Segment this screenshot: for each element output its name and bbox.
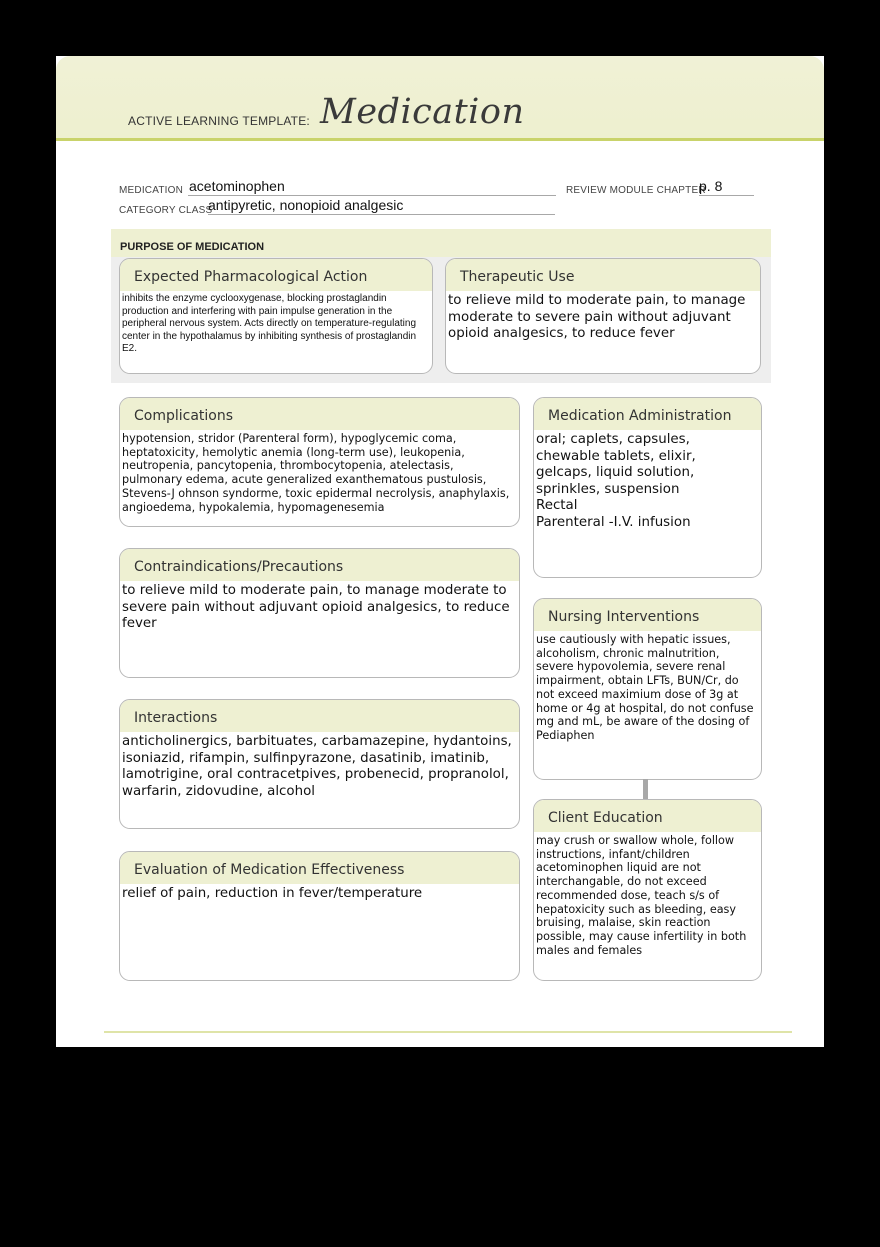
contraindications-title: Contraindications/Precautions (120, 549, 519, 581)
medication-field[interactable]: acetominophen (188, 178, 556, 196)
category-class-field[interactable]: antipyretic, nonopioid analgesic (208, 197, 555, 215)
template-title: Medication (320, 92, 525, 132)
client-education-box (533, 799, 762, 981)
administration-line: chewable tablets, elixir, (536, 448, 696, 464)
therapeutic-use-text[interactable]: to relieve mild to moderate pain, to manage moderate to severe pain without adjuvant opioid analgesics, to reduce fever (448, 293, 746, 341)
nursing-interventions-text[interactable]: use cautiously with hepatic issues, alcoholism, chronic malnutrition, severe hypovolemia, severe renal impairment, obtain LFTs, BUN/Cr, do not exceed maximium dose of 3g at home or 4g at hospital, do not confuse mg and mL, be aware of the dosing of Pediaphen (536, 633, 754, 742)
medication-label: MEDICATION (119, 185, 184, 196)
connector-line (643, 779, 648, 801)
medication-administration-text[interactable] (534, 430, 761, 531)
medication-administration-title: Medication Administration (534, 398, 761, 430)
complications-title: Complications (120, 398, 519, 430)
nursing-interventions-title: Nursing Interventions (534, 599, 761, 631)
category-class-label: CATEGORY CLASS (119, 205, 213, 216)
contraindications-box (119, 548, 520, 678)
review-module-field[interactable]: p. 8 (699, 178, 754, 196)
client-education-title: Client Education (534, 800, 761, 832)
administration-line: oral; caplets, capsules, (536, 432, 690, 447)
evaluation-box (119, 851, 520, 981)
administration-line: Rectal (536, 498, 578, 513)
expected-action-box (119, 258, 433, 374)
administration-line: gelcaps, liquid solution, (536, 465, 695, 480)
administration-line: sprinkles, suspension (536, 481, 680, 497)
footer-divider (104, 1031, 792, 1033)
interactions-text[interactable]: anticholinergics, barbituates, carbamazepine, hydantoins, isoniazid, rifampin, sulfinpyrazone, dasatinib, imatinib, lamotrigine, oral contracetpives, probenecid, propranolol, warfarin, zidovudine, alcohol (122, 734, 512, 799)
nursing-interventions-box (533, 598, 762, 780)
evaluation-title: Evaluation of Medication Effectiveness (120, 852, 519, 884)
complications-box (119, 397, 520, 527)
expected-action-title: Expected Pharmacological Action (120, 259, 432, 291)
template-label: ACTIVE LEARNING TEMPLATE: (128, 114, 310, 128)
administration-line: Parenteral -I.V. infusion (536, 514, 691, 530)
interactions-title: Interactions (120, 700, 519, 732)
medication-administration-box (533, 397, 762, 578)
therapeutic-use-title: Therapeutic Use (446, 259, 760, 291)
therapeutic-use-box (445, 258, 761, 374)
contraindications-text[interactable]: to relieve mild to moderate pain, to manage moderate to severe pain without adjuvant opioid analgesics, to reduce fever (122, 583, 510, 631)
medication-template-page (56, 56, 824, 1047)
interactions-box (119, 699, 520, 829)
client-education-text[interactable]: may crush or swallow whole, follow instructions, infant/children acetominophen liquid are not interchangable, do not exceed recommended dose, teach s/s of hepatoxicity such as bleeding, easy bruising, malaise, skin reaction possible, may cause infertility in both males and females (536, 834, 747, 957)
purpose-title: PURPOSE OF MEDICATION (120, 241, 265, 253)
complications-text[interactable]: hypotension, stridor (Parenteral form), hypoglycemic coma, heptatoxicity, hemolytic anemia (long-term use), leukopenia, neutropenia, pancytopenia, thrombocytopenia, atelectasis, pulmonary edema, acute generalized exanthematous pustulosis, Stevens-J ohnson syndorme, toxic epidermal necrolysis, anaphylaxis, angioedema, hypokalemia, hypomagenesemia (122, 432, 510, 514)
review-module-label: REVIEW MODULE CHAPTER (566, 185, 706, 196)
evaluation-text[interactable]: relief of pain, reduction in fever/temperature (122, 886, 423, 901)
expected-action-text[interactable]: inhibits the enzyme cyclooxygenase, blocking prostaglandin production and interfering with pain impulse generation in the peripheral nervous system. Acts directly on temperature-regulating center in the hypothalamus by inhibiting synthesis of prostaglandin E2. (122, 293, 417, 354)
